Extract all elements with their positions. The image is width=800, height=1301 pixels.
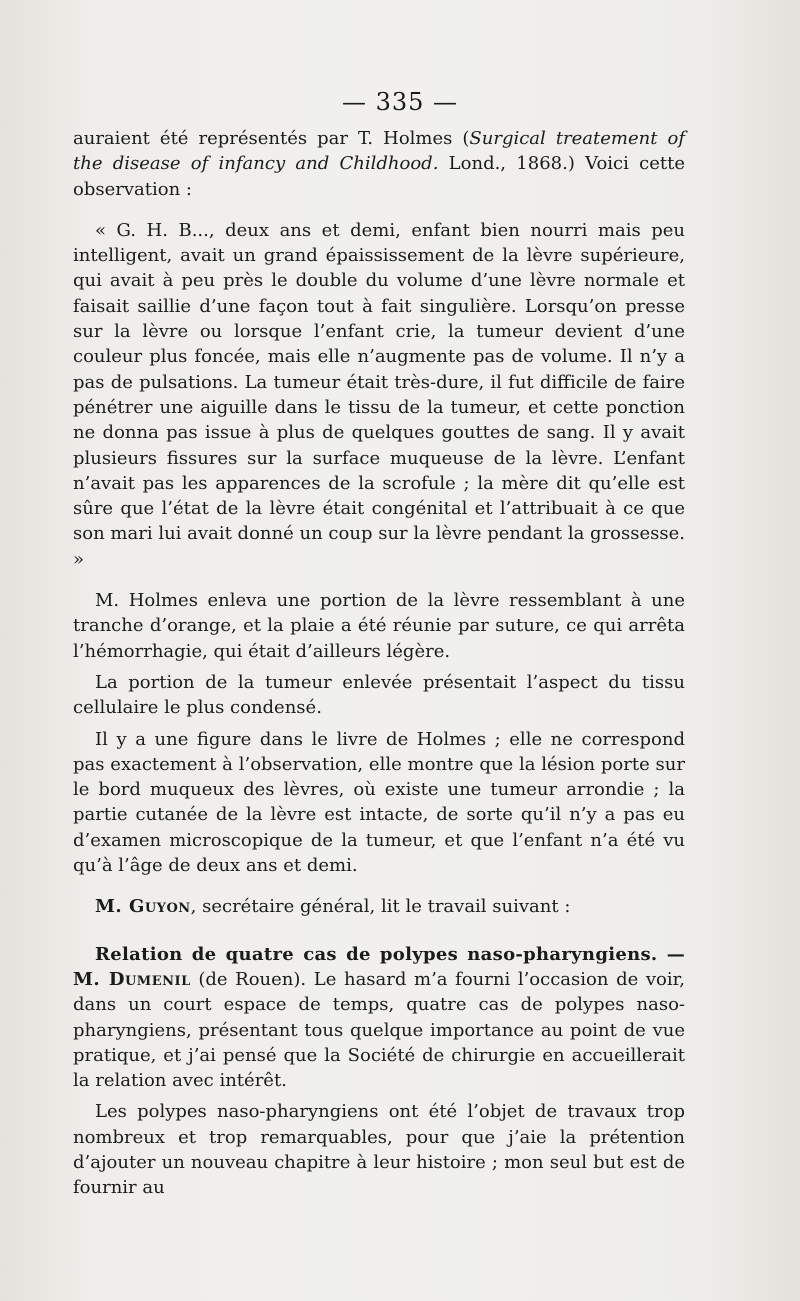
paragraph-figure: Il y a une figure dans le livre de Holmes ; elle ne correspond pas exactement à l’observation, elle montre que la lésion porte sur le bord muqueux des lèvres, où existe une tumeur arrondie ; la partie cutanée de la lèvre est intacte, de sorte qu’il n’y a pas eu d’examen microscopique de la tumeur, et que l’enfant n’a été vu qu’à l’âge de deux ans et demi.: [73, 728, 685, 877]
author-name: M. Dumenil: [73, 968, 191, 990]
relation-text: (de Rouen). Le hasard m’a fourni l’occasion de voir, dans un court espace de temps, quatre cas de polypes naso-pharyngiens, présentant tous quelque importance au point de vue pratique, et j’ai pensé que la Société de chirurgie en accueillerait la relation avec intérêt.: [73, 968, 685, 1092]
page-body: [73, 126, 685, 1201]
section-heading: Relation de quatre cas de polypes naso-pharyngiens. —: [95, 943, 685, 965]
paragraph-intro: [73, 126, 685, 202]
book-title: Surgical treatement of the disease of infancy and Childhood.: [73, 128, 685, 175]
paragraph-guyon: [73, 894, 685, 919]
intro-text-start: auraient été représentés par T. Holmes (: [73, 128, 470, 149]
paragraph-relation: [73, 942, 685, 1094]
page-number: — 335 —: [341, 88, 459, 116]
paragraph-surgery: M. Holmes enleva une portion de la lèvre ressemblant à une tranche d’orange, et la plaie a été réunie par suture, ce qui arrêta l’hémorrhagie, qui était d’ailleurs légère.: [73, 590, 685, 662]
speaker-text: , secrétaire général, lit le travail suivant :: [190, 896, 571, 918]
speaker-name: M. Guyon: [95, 896, 191, 918]
paragraph-tissue: La portion de la tumeur enlevée présentait l’aspect du tissu cellulaire le plus condensé.: [73, 671, 685, 719]
paragraph-observation: « G. H. B..., deux ans et demi, enfant bien nourri mais peu intelligent, avait un grand épaississement de la lèvre supérieure, qui avait à peu près le double du volume d’une lèvre normale et faisait saillie d’une façon tout à fait singulière. Lorsqu’on presse sur la lèvre ou lorsque l’enfant crie, la tumeur devient d’une couleur plus foncée, mais elle n’augmente pas de volume. Il n’y a pas de pulsations. La tumeur était très-dure, il fut difficile de faire pénétrer une aiguille dans le tissu de la tumeur, et cette ponction ne donna pas issue à plus de quelques gouttes de sang. Il y avait plusieurs fissures sur la surface muqueuse de la lèvre. L’enfant n’avait pas les apparences de la scrofule ; la mère dit qu’elle est sûre que l’état de la lèvre était congénital et l’attribuait à ce que son mari lui avait donné un coup sur la lèvre pendant la grossesse. »: [73, 219, 685, 570]
paragraph-polypes: Les polypes naso-pharyngiens ont été l’objet de travaux trop nombreux et trop remarquables, pour que j’aie la prétention d’ajouter un nouveau chapitre à leur histoire ; mon seul but est de fournir au: [73, 1101, 685, 1199]
intro-text-end: Lond., 1868.) Voici cette observation :: [73, 153, 685, 200]
